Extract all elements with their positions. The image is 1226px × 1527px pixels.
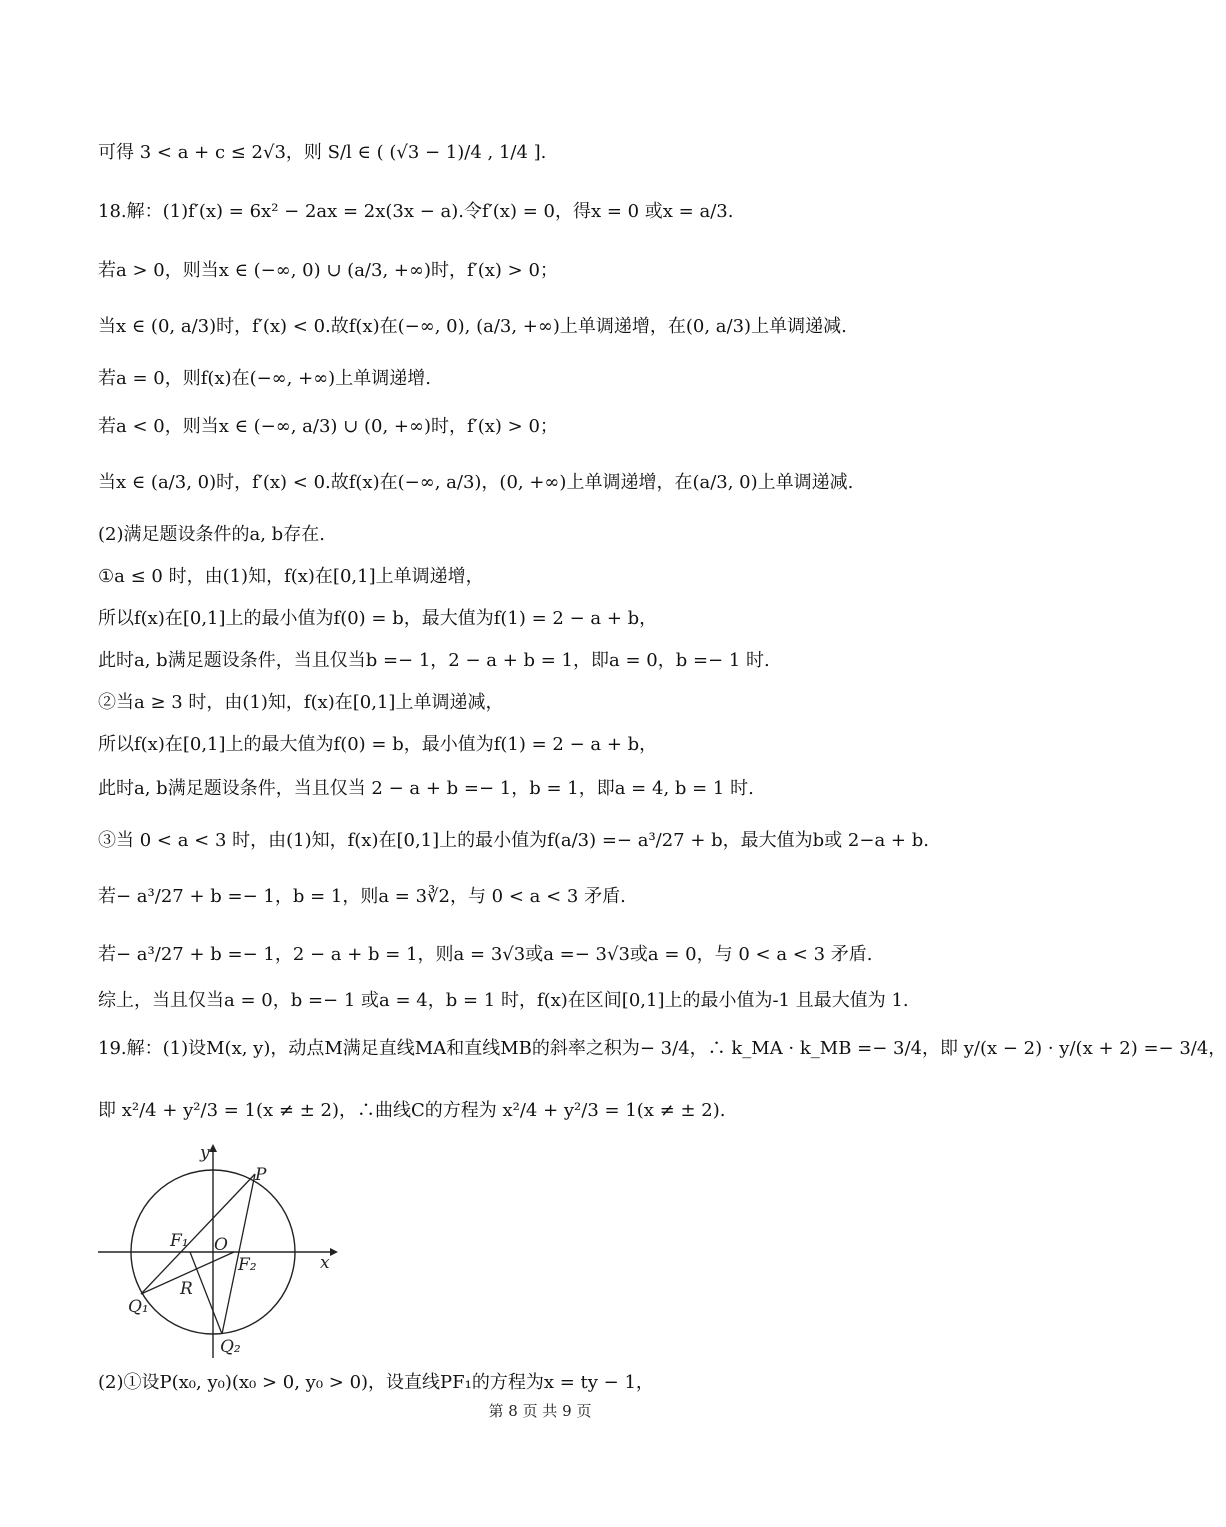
text-line-19: 19.解：(1)设M(x, y)，动点M满足直线MA和直线MB的斜率之积为− 3/4，∴ k_MA · k_MB =− 3/4，即 y/(x − 2) · y/(x + 2) =− 3/4， <box>98 1038 1226 1059</box>
text-line-10: 所以f(x)在[0,1]上的最小值为f(0) = b，最大值为f(1) = 2 − a + b， <box>98 608 658 629</box>
text-line-17: 若− a³/27 + b =− 1，2 − a + b = 1，则a = 3√3或a =− 3√3或a = 0，与 0 < a < 3 矛盾. <box>98 944 873 965</box>
label-y: y <box>200 1143 210 1163</box>
figure-svg <box>92 1140 342 1362</box>
label-q1: Q₁ <box>128 1297 149 1317</box>
y-axis-arrow <box>209 1144 217 1152</box>
text-line-5: 若a = 0，则f(x)在(−∞, +∞)上单调递增. <box>98 368 431 389</box>
label-r: R <box>180 1279 193 1299</box>
text-line-2: 18.解：(1)f′(x) = 6x² − 2ax = 2x(3x − a).令f′(x) = 0，得x = 0 或x = a/3. <box>98 201 734 222</box>
label-x: x <box>320 1253 330 1273</box>
label-p: P <box>255 1165 267 1185</box>
x-axis-arrow <box>330 1248 338 1256</box>
text-line-16: 若− a³/27 + b =− 1，b = 1，则a = 3∛2，与 0 < a < 3 矛盾. <box>98 886 626 907</box>
label-f1: F₁ <box>170 1231 189 1251</box>
text-line-11: 此时a, b满足题设条件，当且仅当b =− 1，2 − a + b = 1，即a = 0，b =− 1 时. <box>98 650 770 671</box>
text-line-3: 若a > 0，则当x ∈ (−∞, 0) ∪ (a/3, +∞)时，f′(x) > 0； <box>98 260 558 281</box>
label-f2: F₂ <box>238 1255 257 1275</box>
text-line-1: 可得 3 < a + c ≤ 2√3，则 S/l ∈ ( (√3 − 1)/4 , 1/4 ]. <box>98 142 547 163</box>
ellipse-figure <box>92 1140 342 1362</box>
text-line-4: 当x ∈ (0, a/3)时，f′(x) < 0.故f(x)在(−∞, 0), (a/3, +∞)上单调递增，在(0, a/3)上单调递减. <box>98 316 847 337</box>
text-line-14: 此时a, b满足题设条件，当且仅当 2 − a + b =− 1，b = 1，即a = 4, b = 1 时. <box>98 778 754 799</box>
text-line-13: 所以f(x)在[0,1]上的最大值为f(0) = b，最小值为f(1) = 2 − a + b， <box>98 734 658 755</box>
text-line-8: (2)满足题设条件的a, b存在. <box>98 524 325 545</box>
label-q2: Q₂ <box>220 1337 241 1357</box>
text-line-12: ②当a ≥ 3 时，由(1)知，f(x)在[0,1]上单调递减， <box>98 692 504 713</box>
text-line-7: 当x ∈ (a/3, 0)时，f′(x) < 0.故f(x)在(−∞, a/3)，(0, +∞)上单调递增，在(a/3, 0)上单调递减. <box>98 472 854 493</box>
text-line-9: ①a ≤ 0 时，由(1)知，f(x)在[0,1]上单调递增， <box>98 566 484 587</box>
text-line-21: (2)①设P(x₀, y₀)(x₀ > 0, y₀ > 0)，设直线PF₁的方程为x = ty − 1， <box>98 1372 654 1393</box>
label-o: O <box>214 1235 228 1255</box>
text-line-6: 若a < 0，则当x ∈ (−∞, a/3) ∪ (0, +∞)时，f′(x) > 0； <box>98 416 558 437</box>
text-line-20: 即 x²/4 + y²/3 = 1(x ≠ ± 2)，∴曲线C的方程为 x²/4 + y²/3 = 1(x ≠ ± 2). <box>98 1100 726 1121</box>
text-line-15: ③当 0 < a < 3 时，由(1)知，f(x)在[0,1]上的最小值为f(a/3) =− a³/27 + b，最大值为b或 2−a + b. <box>98 830 929 851</box>
page-footer: 第 8 页 共 9 页 <box>488 1402 592 1420</box>
text-line-18: 综上，当且仅当a = 0，b =− 1 或a = 4，b = 1 时，f(x)在区间[0,1]上的最小值为-1 且最大值为 1. <box>98 990 909 1011</box>
